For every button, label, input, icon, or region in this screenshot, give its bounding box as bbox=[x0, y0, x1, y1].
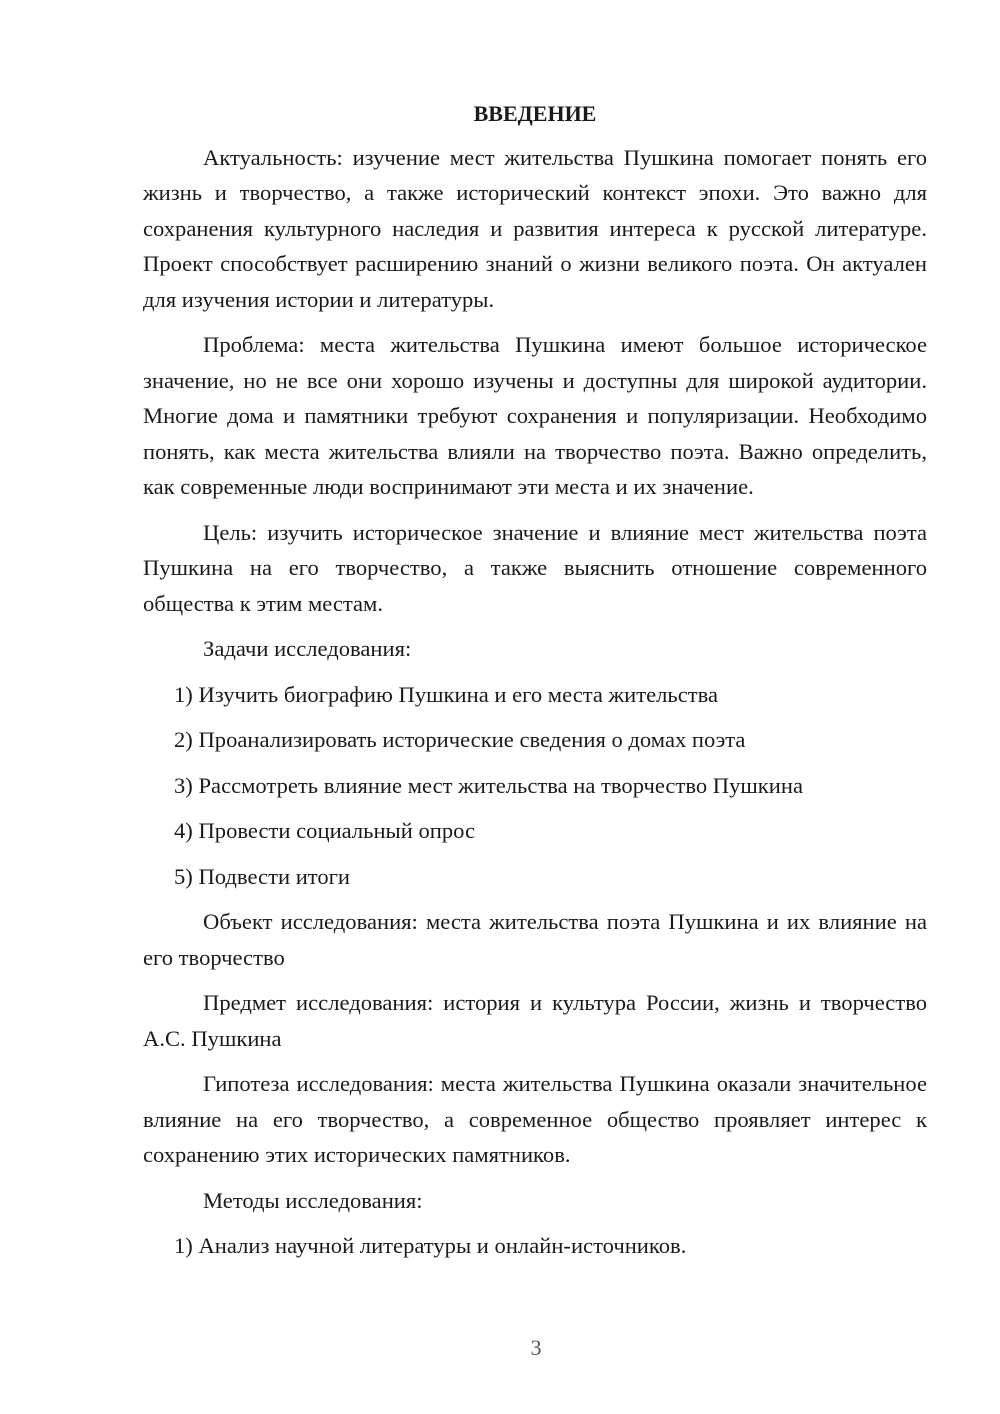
page-number: 3 bbox=[530, 1335, 542, 1360]
methods-list bbox=[143, 1228, 927, 1264]
methods-title: Методы исследования: bbox=[203, 1187, 423, 1213]
list-item: 5) Подвести итоги bbox=[174, 863, 351, 889]
subject-paragraph: Предмет исследования: история и культура России, жизнь и творчество А.С. Пушкина bbox=[143, 990, 927, 1051]
list-item: 4) Провести социальный опрос bbox=[174, 818, 476, 843]
problem-paragraph: Проблема: места жительства Пушкина имеют большое историческое значение, но не все они хорошо изучены и доступны для широкой аудитории. Многие дома и памятники требуют сохранения и популяризации. Необходимо понять, как места жительства влияли на творчество поэта. Важно определить, как современные люди воспринимают эти места и их значение. bbox=[143, 332, 927, 499]
list-item: 1) Изучить биографию Пушкина и его места жительства bbox=[174, 681, 719, 707]
object-paragraph: Объект исследования: места жительства поэта Пушкина и их влияние на его творчество bbox=[143, 909, 927, 970]
tasks-list bbox=[143, 677, 927, 895]
hypothesis-paragraph: Гипотеза исследования: места жительства Пушкина оказали значительное влияние на его творчество, а современное общество проявляет интерес к сохранению этих исторических памятников. bbox=[143, 1071, 927, 1167]
goal-paragraph: Цель: изучить историческое значение и влияние мест жительства поэта Пушкина на его творчество, а также выяснить отношение современного общества к этим местам. bbox=[143, 519, 927, 616]
page-content bbox=[143, 96, 927, 1274]
tasks-title: Задачи исследования: bbox=[203, 636, 412, 661]
list-item: 1) Анализ научной литературы и онлайн-источников. bbox=[174, 1233, 687, 1258]
list-item: 3) Рассмотреть влияние мест жительства на творчество Пушкина bbox=[174, 772, 803, 798]
relevance-paragraph: Актуальность: изучение мест жительства Пушкина помогает понять его жизнь и творчество, а также исторический контекст эпохи. Это важно для сохранения культурного наследия и развития интереса к русской литературе. Проект способствует расширению знаний о жизни великого поэта. Он актуален для изучения истории и литературы. bbox=[143, 144, 927, 312]
list-item: 2) Проанализировать исторические сведения о домах поэта bbox=[174, 727, 746, 752]
section-heading: ВВЕДЕНИЕ bbox=[473, 101, 597, 126]
